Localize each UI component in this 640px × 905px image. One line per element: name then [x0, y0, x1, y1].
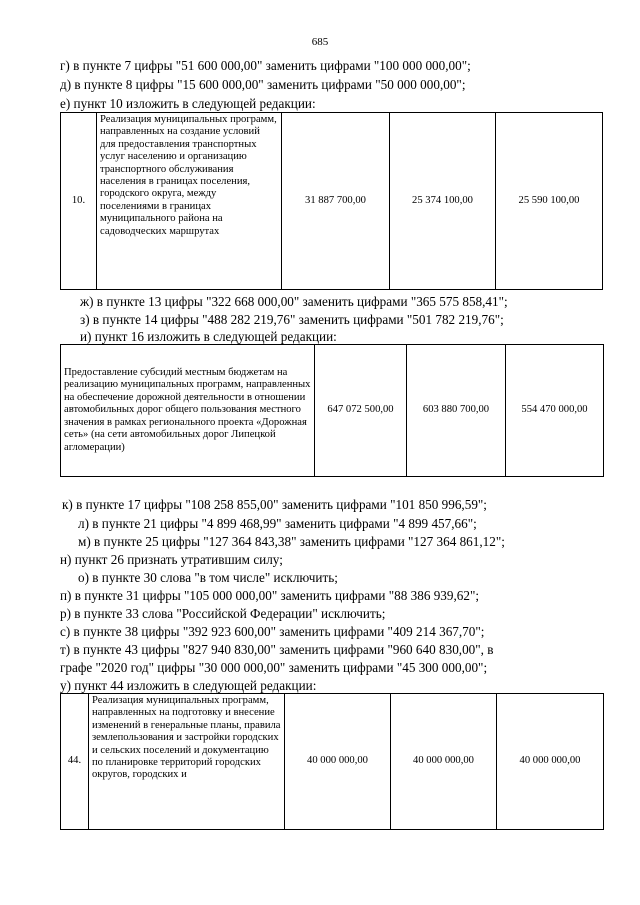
item-s: с) в пункте 38 цифры "392 923 600,00" заменить цифрами "409 214 367,70"; — [60, 624, 485, 639]
item-t-line1: т) в пункте 43 цифры "827 940 830,00" заменить цифрами "960 640 830,00", в — [60, 642, 494, 657]
table-point-44 — [60, 693, 604, 830]
item-i: и) пункт 16 изложить в следующей редакции: — [80, 329, 337, 344]
table-row — [61, 113, 603, 290]
table-point-10 — [60, 112, 603, 290]
table-point-16 — [60, 344, 604, 477]
item-z: з) в пункте 14 цифры "488 282 219,76" заменить цифрами "501 782 219,76"; — [80, 312, 504, 327]
item-n: н) пункт 26 признать утратившим силу; — [60, 552, 283, 567]
value-year-2: 603 880 700,00 — [407, 345, 506, 477]
table-row — [61, 345, 604, 477]
item-l: л) в пункте 21 цифры "4 899 468,99" заменить цифрами "4 899 457,66"; — [78, 516, 477, 531]
page-number: 685 — [311, 36, 329, 48]
table-row — [61, 694, 604, 830]
item-t-line2: графе "2020 год" цифры "30 000 000,00" заменить цифрами "45 300 000,00"; — [60, 660, 488, 675]
row-description: Реализация муниципальных программ, направленных на подготовку и внесение изменений в генеральные планы, правила землепользования и застройки городских и сельских поселений и документацию по планировке территорий городских округов, городских и — [89, 694, 285, 830]
item-k: к) в пункте 17 цифры "108 258 855,00" заменить цифрами "101 850 996,59"; — [62, 497, 487, 512]
item-p: п) в пункте 31 цифры "105 000 000,00" заменить цифрами "88 386 939,62"; — [60, 588, 480, 603]
item-e: е) пункт 10 изложить в следующей редакции: — [60, 96, 316, 111]
item-o: о) в пункте 30 слова "в том числе" исключить; — [78, 570, 338, 585]
row-description: Реализация муниципальных программ, направленных на создание условий для предоставления транспортных услуг населению и организацию транспортного обслуживания населения в границах поселения, городского округа, между поселениями в границах муниципального района на садоводческих маршрутах — [97, 113, 282, 290]
row-number: 44. — [61, 694, 89, 830]
value-year-1: 647 072 500,00 — [315, 345, 407, 477]
item-m: м) в пункте 25 цифры "127 364 843,38" заменить цифрами "127 364 861,12"; — [78, 534, 505, 549]
row-number: 10. — [61, 113, 97, 290]
item-g: г) в пункте 7 цифры "51 600 000,00" заменить цифрами "100 000 000,00"; — [60, 58, 471, 73]
value-year-2: 40 000 000,00 — [391, 694, 497, 830]
item-zh: ж) в пункте 13 цифры "322 668 000,00" заменить цифрами "365 575 858,41"; — [80, 294, 508, 309]
value-year-3: 554 470 000,00 — [506, 345, 604, 477]
item-u: у) пункт 44 изложить в следующей редакции: — [60, 678, 317, 693]
item-d: д) в пункте 8 цифры "15 600 000,00" заменить цифрами "50 000 000,00"; — [60, 77, 466, 92]
value-year-3: 25 590 100,00 — [496, 113, 603, 290]
value-year-3: 40 000 000,00 — [497, 694, 604, 830]
row-description: Предоставление субсидий местным бюджетам на реализацию муниципальных программ, направленных на обеспечение дорожной деятельности в отношении автомобильных дорог общего пользования местного значения в рамках регионального проекта «Дорожная сеть» (на сети автомобильных дорог Липецкой агломерации) — [61, 345, 315, 477]
value-year-1: 31 887 700,00 — [282, 113, 390, 290]
value-year-1: 40 000 000,00 — [285, 694, 391, 830]
item-r: р) в пункте 33 слова "Российской Федерации" исключить; — [60, 606, 386, 621]
value-year-2: 25 374 100,00 — [390, 113, 496, 290]
